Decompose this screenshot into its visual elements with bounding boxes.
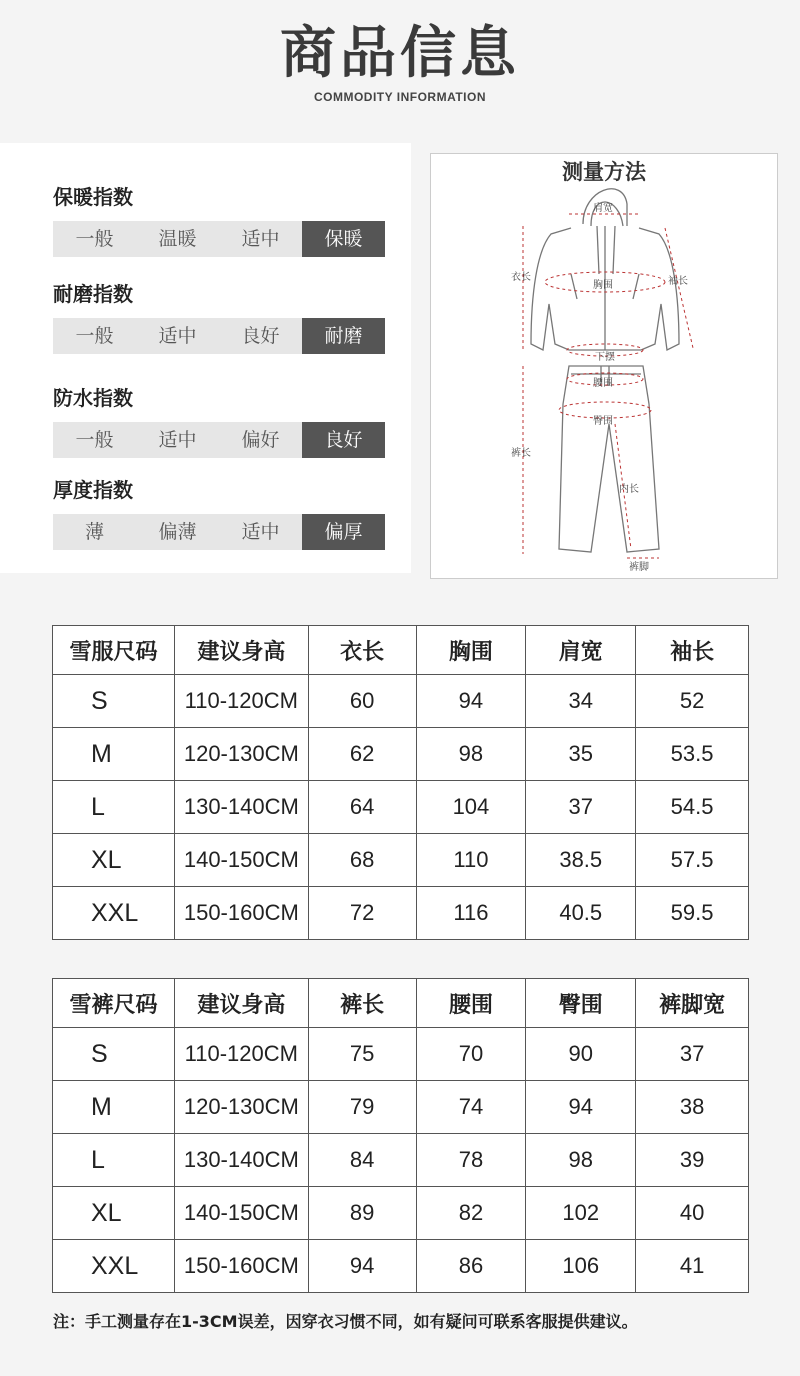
table-cell: 41 [636,1240,749,1293]
table-row [53,1028,749,1081]
table-cell: 86 [416,1240,526,1293]
table-cell: 94 [416,675,526,728]
table-cell: S [53,1028,175,1081]
table-cell: XXL [53,1240,175,1293]
label-inseam: 内长 [619,484,639,495]
table-cell: 140-150CM [174,834,308,887]
column-header: 裤长 [308,979,416,1028]
column-header: 腰围 [416,979,526,1028]
garment-illustration [431,154,779,580]
table-cell: 75 [308,1028,416,1081]
index-option: 适中 [158,429,197,451]
column-header: 胸围 [416,626,526,675]
index-title: 保暖指数 [53,185,133,209]
label-jacket-length: 衣长 [511,272,531,283]
index-option: 一般 [75,228,114,250]
table-cell: 39 [636,1134,749,1187]
table-cell: 57.5 [636,834,749,887]
table-cell: S [53,675,175,728]
wear-index [53,280,385,354]
table-cell: 116 [416,887,526,940]
index-title: 防水指数 [53,386,133,410]
table-row [53,675,749,728]
table-cell: M [53,1081,175,1134]
table-cell: 110 [416,834,526,887]
table-cell: 98 [416,728,526,781]
table-header-row [53,626,749,675]
warmth-index [53,183,385,257]
table-cell: XL [53,834,175,887]
jacket-size-table [52,625,749,940]
index-option: 良好 [302,422,385,458]
table-cell: 140-150CM [174,1187,308,1240]
index-option: 适中 [241,228,280,250]
table-cell: 70 [416,1028,526,1081]
table-cell: 104 [416,781,526,834]
table-cell: 94 [308,1240,416,1293]
index-option: 薄 [84,521,104,543]
label-pants-length: 裤长 [511,448,531,459]
index-option: 偏厚 [302,514,385,550]
table-row [53,887,749,940]
table-cell: 98 [526,1134,636,1187]
table-cell: 37 [636,1028,749,1081]
column-header: 肩宽 [526,626,636,675]
table-cell: 102 [526,1187,636,1240]
table-cell: 34 [526,675,636,728]
thickness-index [53,476,385,550]
label-shoulder: 肩宽 [593,203,613,214]
table-cell: 60 [308,675,416,728]
column-header: 建议身高 [174,626,308,675]
table-row [53,1187,749,1240]
index-bar [53,422,385,458]
table-cell: 84 [308,1134,416,1187]
label-hip: 臀围 [593,416,613,427]
table-cell: 40 [636,1187,749,1240]
waterproof-index [53,384,385,458]
label-chest: 胸围 [593,280,613,291]
label-leg-opening: 裤脚 [629,562,649,573]
table-row [53,1240,749,1293]
table-cell: 38 [636,1081,749,1134]
table-cell: 74 [416,1081,526,1134]
table-cell: 106 [526,1240,636,1293]
table-cell: 90 [526,1028,636,1081]
pants-size-table [52,978,749,1293]
table-row [53,781,749,834]
index-bar [53,221,385,257]
column-header: 臀围 [526,979,636,1028]
table-cell: 110-120CM [174,675,308,728]
table-cell: 82 [416,1187,526,1240]
table-cell: 89 [308,1187,416,1240]
index-option: 偏薄 [158,521,197,543]
table-cell: L [53,781,175,834]
table-row [53,728,749,781]
table-cell: 54.5 [636,781,749,834]
column-header: 雪裤尺码 [53,979,175,1028]
table-cell: 78 [416,1134,526,1187]
index-option: 适中 [241,521,280,543]
table-cell: 68 [308,834,416,887]
index-option: 耐磨 [302,318,385,354]
table-cell: 52 [636,675,749,728]
table-cell: 64 [308,781,416,834]
table-row [53,1081,749,1134]
table-cell: 79 [308,1081,416,1134]
column-header: 衣长 [308,626,416,675]
index-panel [0,143,411,573]
table-cell: 35 [526,728,636,781]
table-cell: XXL [53,887,175,940]
table-cell: 150-160CM [174,1240,308,1293]
table-cell: 120-130CM [174,728,308,781]
table-cell: L [53,1134,175,1187]
table-cell: 150-160CM [174,887,308,940]
index-bar [53,514,385,550]
table-cell: 120-130CM [174,1081,308,1134]
table-cell: 62 [308,728,416,781]
table-header-row [53,979,749,1028]
table-row [53,1134,749,1187]
measurement-diagram [430,153,778,579]
column-header: 袖长 [636,626,749,675]
table-cell: M [53,728,175,781]
table-cell: 110-120CM [174,1028,308,1081]
page-title: 商品信息 [280,21,520,86]
table-cell: 130-140CM [174,1134,308,1187]
table-cell: 38.5 [526,834,636,887]
diagram-title: 测量方法 [562,160,646,184]
table-cell: 59.5 [636,887,749,940]
column-header: 建议身高 [174,979,308,1028]
index-option: 良好 [241,325,280,347]
table-cell: 37 [526,781,636,834]
page-subtitle: COMMODITY INFORMATION [313,90,487,104]
index-option: 温暖 [158,228,197,250]
table-cell: 53.5 [636,728,749,781]
header [0,0,800,140]
index-title: 厚度指数 [53,478,133,502]
label-waist: 腰围 [593,378,613,389]
column-header: 雪服尺码 [53,626,175,675]
index-option: 一般 [75,429,114,451]
table-cell: XL [53,1187,175,1240]
column-header: 裤脚宽 [636,979,749,1028]
table-cell: 94 [526,1081,636,1134]
index-bar [53,318,385,354]
measurement-note: 注：手工测量存在1-3CM误差，因穿衣习惯不同，如有疑问可联系客服提供建议。 [53,1312,638,1331]
label-hem: 下摆 [595,352,615,363]
table-cell: 130-140CM [174,781,308,834]
table-cell: 72 [308,887,416,940]
label-sleeve: 袖长 [668,276,688,287]
index-option: 偏好 [241,429,280,451]
index-option: 一般 [75,325,114,347]
index-option: 适中 [158,325,197,347]
index-option: 保暖 [302,221,385,257]
table-cell: 40.5 [526,887,636,940]
index-title: 耐磨指数 [53,282,133,306]
table-row [53,834,749,887]
